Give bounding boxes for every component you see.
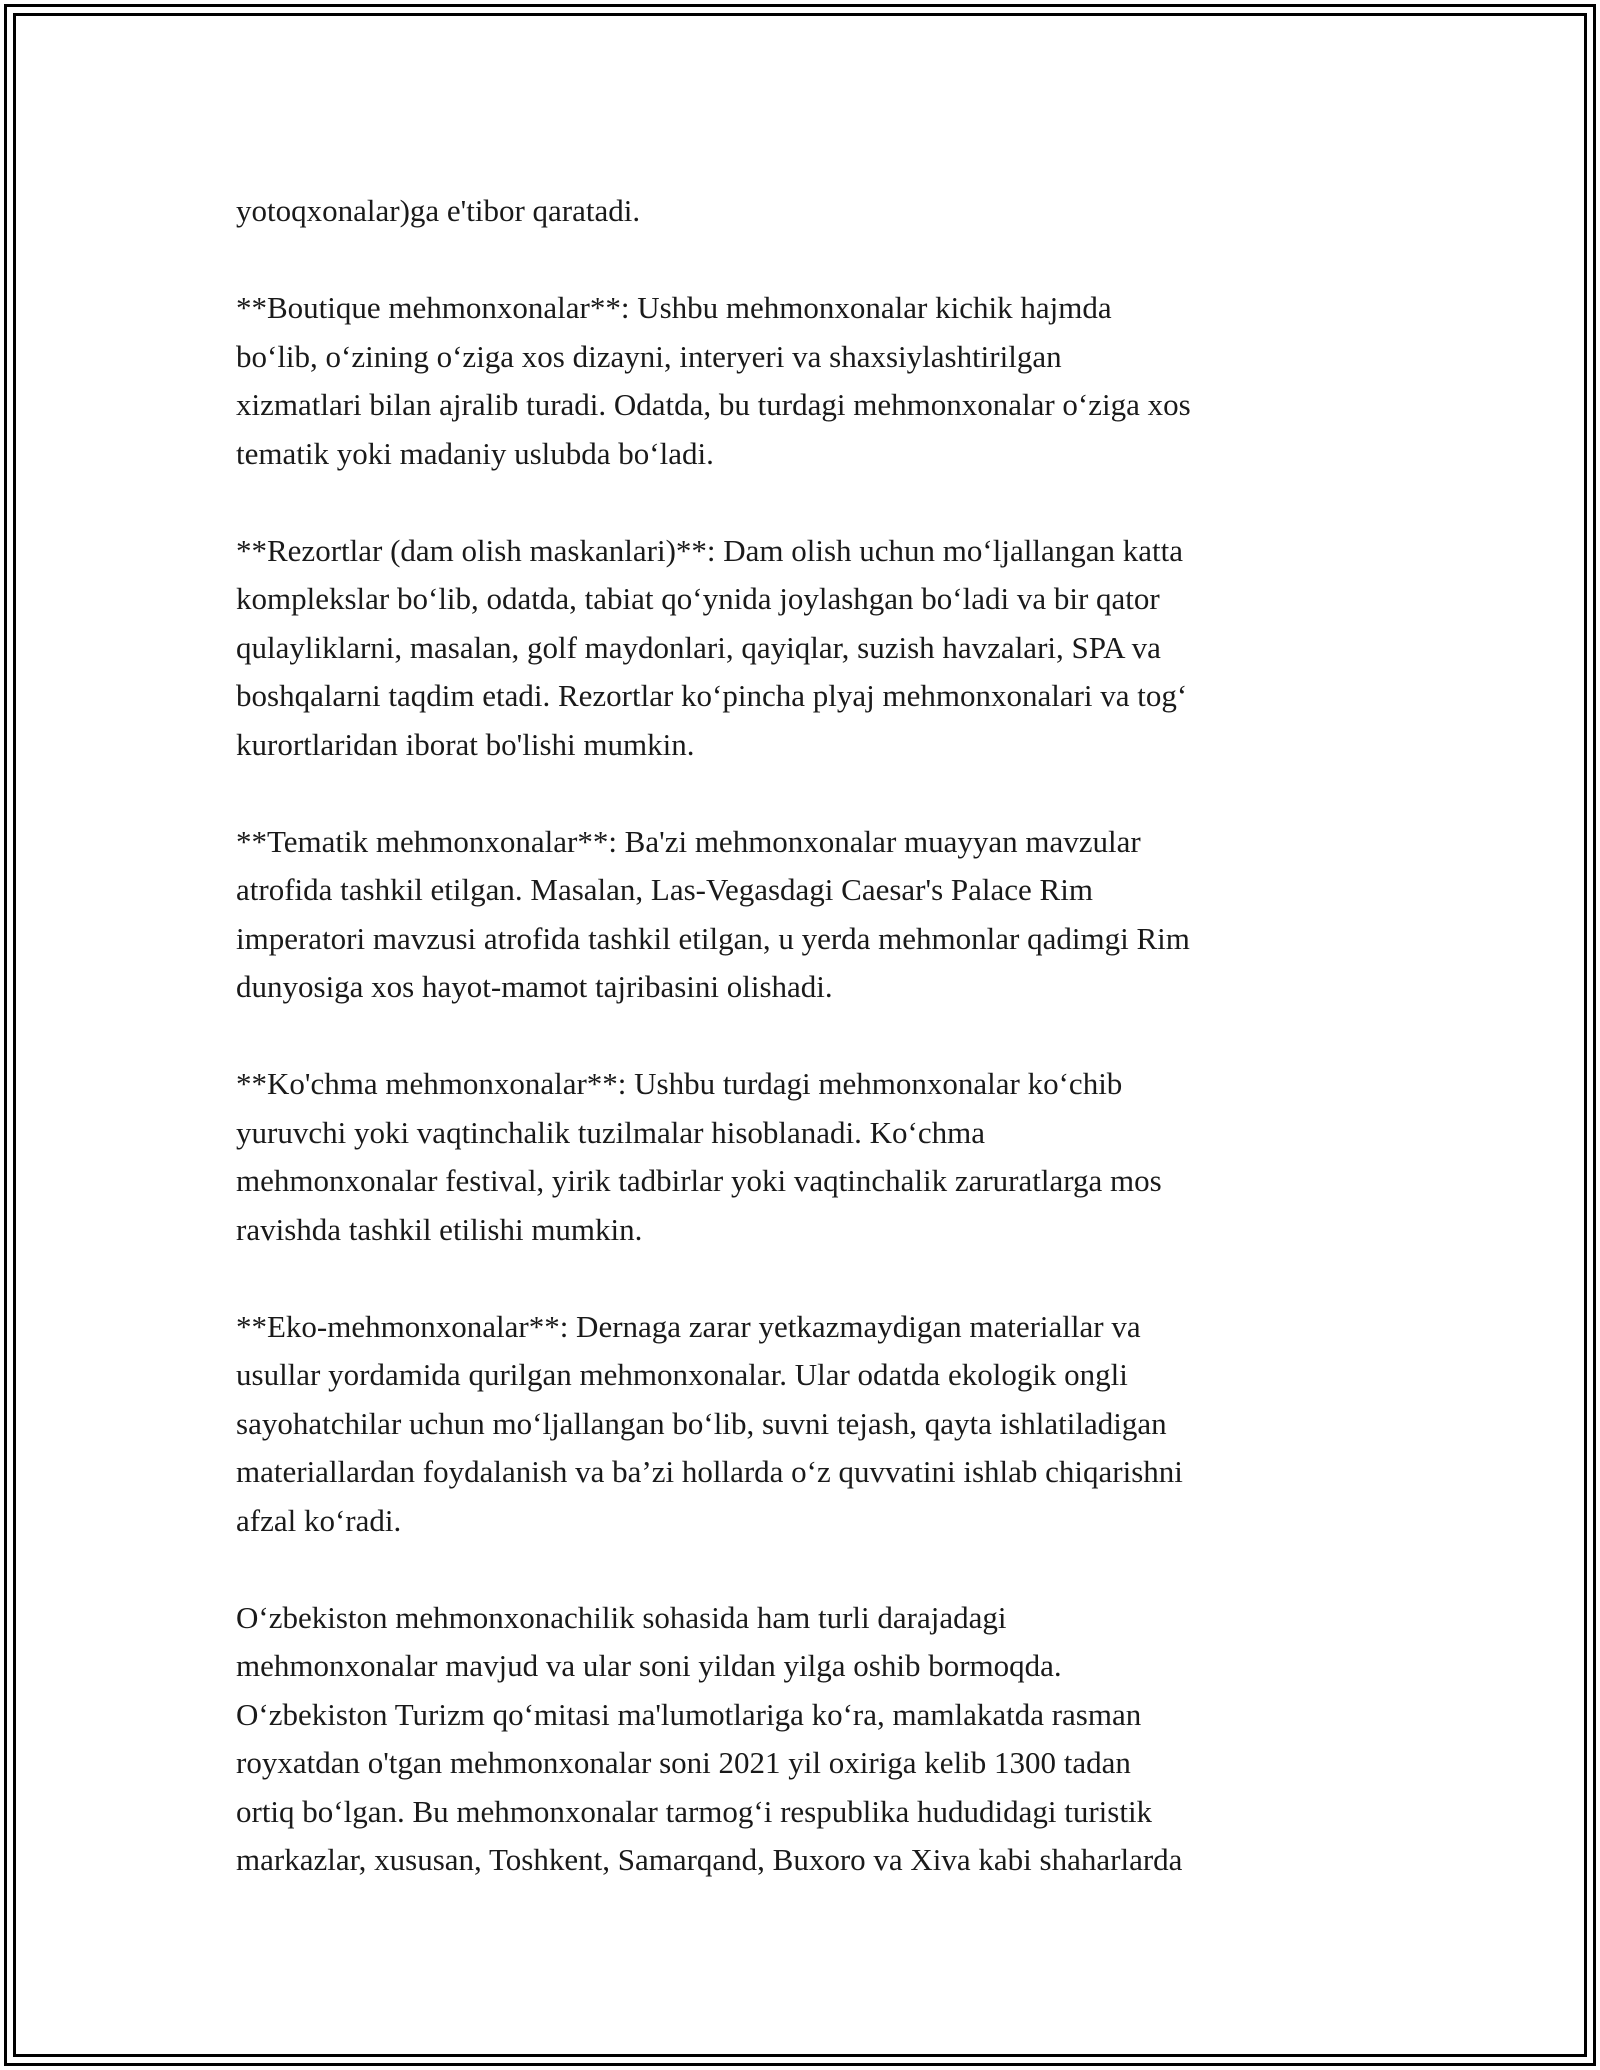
paragraph-boutique-hotels: **Boutique mehmonxonalar**: Ushbu mehmonxonalar kichik hajmda bo‘lib, o‘zining o‘ziga xos dizayni, interyeri va shaxsiylashtirilgan xizmatlari bilan ajralib turadi. Odatda, bu turdagi mehmonxonalar o‘ziga xos tematik yoki madaniy uslubda bo‘ladi. <box>236 290 1191 471</box>
paragraph-continuation: yotoqxonalar)ga e'tibor qaratadi. <box>236 193 641 228</box>
paragraph-mobile-hotels: **Ko'chma mehmonxonalar**: Ushbu turdagi mehmonxonalar ko‘chib yuruvchi yoki vaqtinchalik tuzilmalar hisoblanadi. Ko‘chma mehmonxonalar festival, yirik tadbirlar yoki vaqtinchalik zaruratlarga mos ravishda tashkil etilishi mumkin. <box>236 1066 1162 1247</box>
document-body <box>236 187 1376 1885</box>
paragraph-thematic-hotels: **Tematik mehmonxonalar**: Ba'zi mehmonxonalar muayyan mavzular atrofida tashkil etilgan. Masalan, Las-Vegasdagi Caesar's Palace Rim imperatori mavzusi atrofida tashkil etilgan, u yerda mehmonlar qadimgi Rim dunyosiga xos hayot-mamot tajribasini olishadi. <box>236 823 1190 1004</box>
paragraph-eco-hotels: **Eko-mehmonxonalar**: Dernaga zarar yetkazmaydigan materiallar va usullar yordamida qurilgan mehmonxonalar. Ular odatda ekologik ongli sayohatchilar uchun mo‘ljallangan bo‘lib, suvni tejash, qayta ishlatiladigan materiallardan foydalanish va ba’zi hollarda o‘z quvvatini ishlab chiqarishni afzal ko‘radi. <box>236 1308 1183 1538</box>
paragraph-resorts: **Rezortlar (dam olish maskanlari)**: Dam olish uchun mo‘ljallangan katta komplekslar bo‘lib, odatda, tabiat qo‘ynida joylashgan bo‘ladi va bir qator qulayliklarni, masalan, golf maydonlari, qayiqlar, suzish havzalari, SPA va boshqalarni taqdim etadi. Rezortlar ko‘pincha plyaj mehmonxonalari va tog‘ kurortlaridan iborat bo'lishi mumkin. <box>236 532 1188 762</box>
paragraph-uzbekistan-hotels: O‘zbekiston mehmonxonachilik sohasida ham turli darajadagi mehmonxonalar mavjud va ular soni yildan yilga oshib bormoqda. O‘zbekiston Turizm qo‘mitasi ma'lumotlariga ko‘ra, mamlakatda rasman royxatdan o'tgan mehmonxonalar soni 2021 yil oxiriga kelib 1300 tadan ortiq bo‘lgan. Bu mehmonxonalar tarmog‘i respublika hududidagi turistik markazlar, xususan, Toshkent, Samarqand, Buxoro va Xiva kabi shaharlarda <box>236 1599 1183 1877</box>
